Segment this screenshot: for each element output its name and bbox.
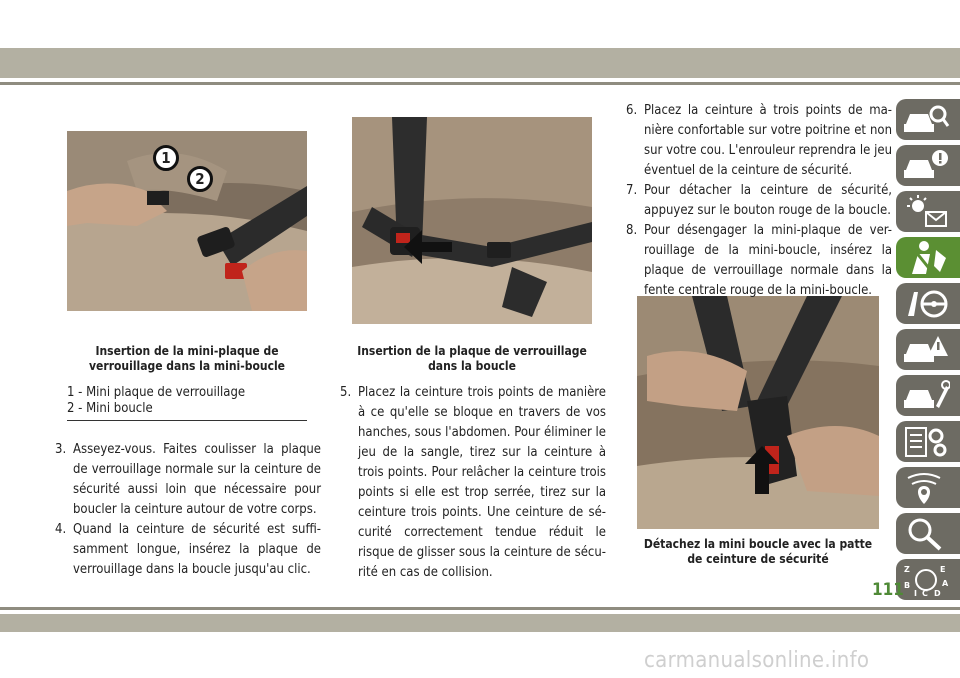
footer-bar <box>0 614 960 632</box>
step-number: 3. <box>55 442 67 457</box>
photo-detach-mini-buckle <box>637 296 879 529</box>
tab-servicing[interactable] <box>896 375 960 416</box>
tab-index[interactable] <box>896 559 960 600</box>
callout-2: 2 <box>187 166 213 192</box>
svg-text:Z: Z <box>904 565 910 574</box>
legend-item-2: 2 - Mini boucle <box>67 401 153 416</box>
alphabet-index-icon <box>902 562 950 598</box>
header-bar <box>0 48 960 78</box>
step-number: 8. <box>626 223 638 238</box>
car-search-icon <box>902 102 950 138</box>
step-5 <box>340 383 606 583</box>
tab-starting-driving[interactable] <box>896 283 960 324</box>
svg-text:B: B <box>904 581 911 590</box>
header-rule <box>0 82 960 85</box>
tab-emergency[interactable] <box>896 329 960 370</box>
svg-text:D: D <box>934 589 941 598</box>
step-text: Pour désengager la mini-plaque de ver-rouillage de la mini-boucle, insérez la plaque de verrouillage normale dans la fente centrale rouge de la mini-boucle. <box>644 223 892 298</box>
step-number: 5. <box>340 385 352 400</box>
svg-text:E: E <box>940 565 946 574</box>
tab-car-info[interactable] <box>896 145 960 186</box>
svg-text:I: I <box>914 589 917 598</box>
step-6 <box>626 101 892 181</box>
callout-1: 1 <box>153 145 179 171</box>
photo-mini-buckle-insertion <box>67 131 307 311</box>
figure-caption-1: Insertion de la mini-plaque de verrouillage dans la mini-boucle <box>89 344 285 373</box>
legend-rule <box>67 420 307 421</box>
step-number: 4. <box>55 522 67 537</box>
step-text: Pour détacher la ceinture de sécurité, appuyez sur le bouton rouge de la boucle. <box>644 183 892 218</box>
watermark: carmanualsonline.info <box>644 648 870 673</box>
step-7 <box>626 181 892 221</box>
seat-safety-icon <box>902 240 950 276</box>
list-gears-icon <box>902 424 950 460</box>
figure-caption-2: Insertion de la plaque de verrouillage dans la boucle <box>357 344 587 373</box>
car-wrench-icon <box>902 378 950 414</box>
step-3 <box>55 440 321 520</box>
step-text: Placez la ceinture trois points de manière à ce qu'elle se bloque en travers de vos hanches, sous l'abdomen. Pour éliminer le jeu de la sangle, tirez sur la ceinture à trois points. Pour relâcher la ceinture trois points si elle est trop serrée, tirez sur la ceinture trois points. Une ceinture de sé-curité correctement tendue réduit le risque de glisser sous la ceinture de sécu-rité en cas de collision. <box>358 385 606 580</box>
step-number: 6. <box>626 103 638 118</box>
light-message-icon <box>902 194 950 230</box>
steering-wheel-icon <box>902 286 950 322</box>
footer-rule <box>0 607 960 610</box>
photo-buckle-insertion <box>352 117 592 324</box>
step-text: Asseyez-vous. Faites coulisser la plaque de verrouillage normale sur la ceinture de sécurité aussi loin que nécessaire pour boucler la ceinture autour de votre corps. <box>73 442 321 517</box>
magnifier-icon <box>902 516 950 552</box>
car-warning-icon <box>902 332 950 368</box>
tab-specifications[interactable] <box>896 421 960 462</box>
figure-caption-3: Détachez la mini boucle avec la patte de ceinture de sécurité <box>643 537 873 566</box>
step-text: Placez la ceinture à trois points de ma-nière confortable sur votre poitrine et non sur votre cou. L'enrouleur reprendra le jeu éventuel de la ceinture de sécurité. <box>644 103 892 178</box>
tab-lights-messages[interactable] <box>896 191 960 232</box>
tab-multimedia[interactable] <box>896 467 960 508</box>
svg-text:C: C <box>922 589 928 598</box>
car-info-icon <box>902 148 950 184</box>
step-4 <box>55 520 321 580</box>
page-number: 111 <box>872 580 904 600</box>
svg-text:A: A <box>942 579 949 588</box>
tab-safety[interactable] <box>896 237 960 278</box>
legend-item-1: 1 - Mini plaque de verrouillage <box>67 385 246 400</box>
tab-car-search[interactable] <box>896 99 960 140</box>
step-text: Quand la ceinture de sécurité est suffi-samment longue, insérez la plaque de verrouillage dans la boucle jusqu'au clic. <box>73 522 321 577</box>
tab-search[interactable] <box>896 513 960 554</box>
navigation-icon <box>902 470 950 506</box>
step-8 <box>626 221 892 301</box>
step-number: 7. <box>626 183 638 198</box>
